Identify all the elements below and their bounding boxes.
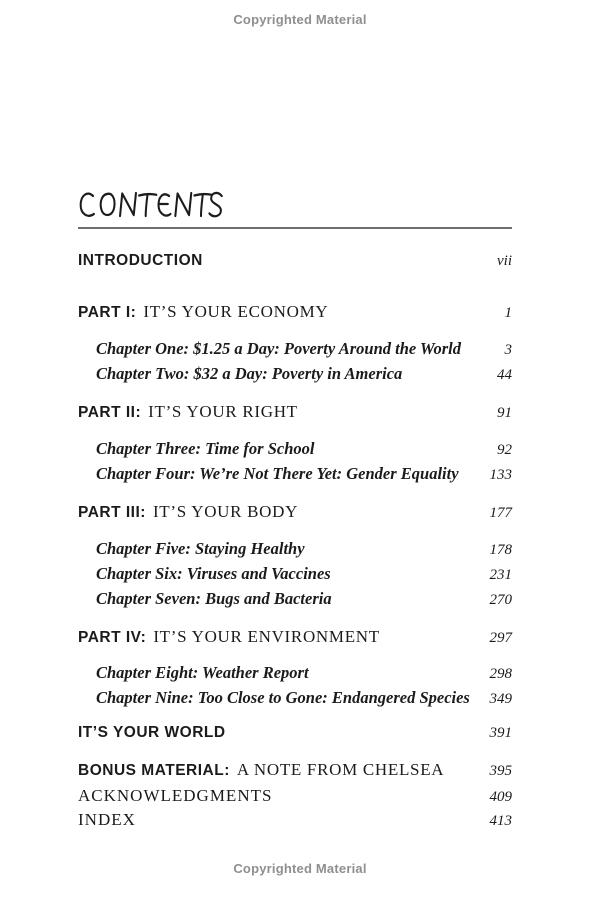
entry-page-number: 395 [489, 763, 512, 779]
entry-label-serif: IT’S YOUR ENVIRONMENT [153, 627, 380, 646]
entry-page-number: 178 [489, 542, 512, 558]
entry-label-bold: PART II: [78, 404, 142, 421]
title-underline [78, 227, 512, 229]
toc-entry-chapter-1 [96, 339, 512, 359]
entry-page-number: 413 [489, 813, 512, 829]
toc-entry-chapter-4 [96, 464, 512, 484]
entry-label: IT’S YOUR WORLD [78, 724, 226, 741]
toc-entry-part-1 [78, 302, 512, 322]
entry-label: Chapter Three: Time for School [96, 439, 315, 458]
entry-label: Chapter Nine: Too Close to Gone: Endangered Species [96, 688, 470, 707]
entry-page-number: 133 [489, 467, 512, 483]
entry-page-number: 92 [497, 442, 512, 458]
entry-label-serif: IT’S YOUR BODY [152, 502, 299, 521]
entry-label-bold: PART IV: [78, 629, 147, 646]
entry-label-serif: IT’S YOUR ECONOMY [143, 302, 329, 321]
entry-label: Chapter Five: Staying Healthy [96, 539, 305, 558]
entry-label-serif: IT’S YOUR RIGHT [148, 402, 298, 421]
entry-page-number: 391 [489, 725, 512, 741]
entry-label: Chapter Two: $32 a Day: Poverty in America [96, 364, 403, 383]
entry-page-number: 1 [504, 305, 512, 321]
entry-page-number: vii [497, 253, 512, 269]
toc-entry-chapter-3 [96, 439, 512, 459]
toc-entry-chapter-2 [96, 364, 512, 384]
entry-page-number: 3 [504, 342, 512, 358]
toc-entry-introduction [78, 252, 512, 270]
entry-page-number: 298 [489, 666, 512, 682]
entry-page-number: 349 [489, 691, 512, 707]
entry-page-number: 297 [489, 630, 512, 646]
toc-entry-part-4 [78, 627, 512, 647]
toc-entry-chapter-7 [96, 589, 512, 609]
entry-label: Chapter One: $1.25 a Day: Poverty Around the World [96, 339, 461, 358]
toc-entry-part-3 [78, 502, 512, 522]
contents-title-lettering [78, 188, 224, 222]
entry-page-number: 91 [497, 405, 512, 421]
copyright-watermark-bottom: Copyrighted Material [233, 861, 367, 876]
toc-entry-its-your-world [78, 724, 512, 742]
entry-label-serif: A NOTE FROM CHELSEA [236, 760, 445, 779]
entry-page-number: 177 [489, 505, 512, 521]
toc-entry-chapter-9 [96, 688, 512, 708]
contents-title [78, 188, 224, 222]
toc-entry-chapter-6 [96, 564, 512, 584]
copyright-watermark-top: Copyrighted Material [233, 12, 367, 27]
toc-entry-acknowledgments [78, 786, 512, 806]
entry-label: Chapter Seven: Bugs and Bacteria [96, 589, 332, 608]
entry-page-number: 231 [489, 567, 512, 583]
entry-page-number: 409 [489, 789, 512, 805]
entry-label: Chapter Six: Viruses and Vaccines [96, 564, 331, 583]
entry-page-number: 270 [489, 592, 512, 608]
entry-label: INTRODUCTION [78, 252, 203, 269]
entry-label: ACKNOWLEDGMENTS [78, 786, 273, 805]
entry-label: INDEX [78, 810, 136, 829]
toc-entry-chapter-8 [96, 663, 512, 683]
entry-label-bold: PART III: [78, 504, 146, 521]
entry-label-bold: PART I: [78, 304, 137, 321]
entry-label: Chapter Four: We’re Not There Yet: Gender Equality [96, 464, 459, 483]
entry-label: Chapter Eight: Weather Report [96, 663, 309, 682]
toc-entry-index [78, 810, 512, 830]
entry-page-number: 44 [497, 367, 512, 383]
toc-entry-chapter-5 [96, 539, 512, 559]
entry-label-bold: BONUS MATERIAL: [78, 762, 230, 779]
toc-entry-bonus-material [78, 760, 512, 780]
toc-entry-part-2 [78, 402, 512, 422]
